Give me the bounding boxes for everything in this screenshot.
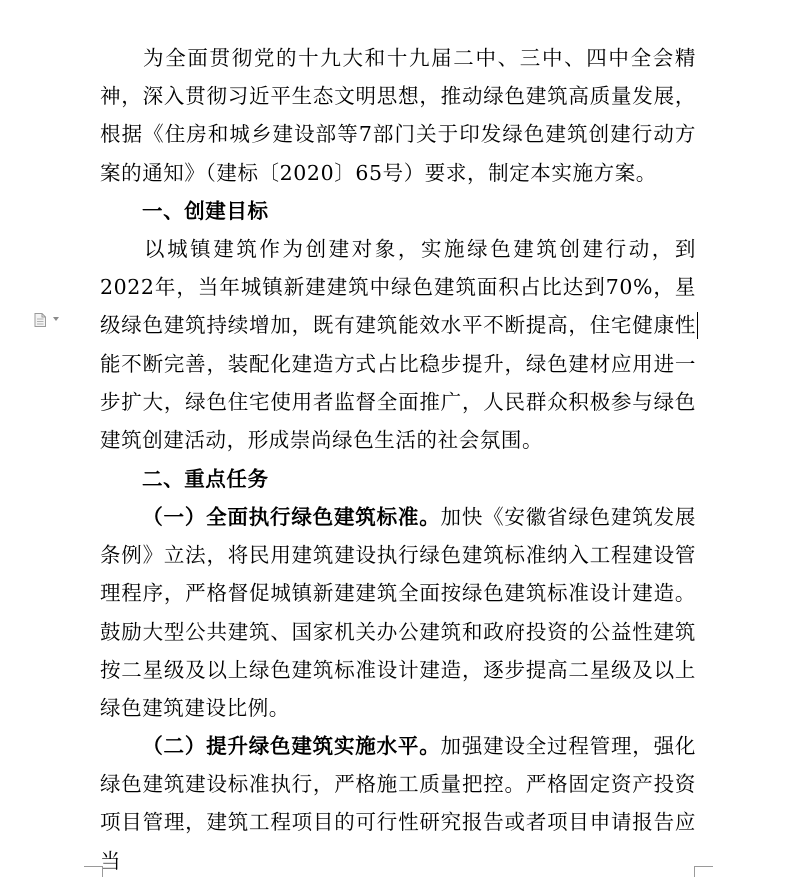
text-cursor (697, 312, 698, 339)
task-item-2-lead: （二）提升绿色建筑实施水平。 (142, 734, 441, 758)
task-item-1-text: 加快《安徽省绿色建筑发展条例》立法，将民用建筑建设执行绿色建筑标准纳入工程建设管理程序，严格督促城镇新建建筑全面按绿色建筑标准设计建造。鼓励大型公共建筑、国家机关办公建筑和政府投资的公益性建筑按二星级及以上绿色建筑标准设计建造，逐步提高二星级及以上绿色建筑建设比例。 (100, 505, 696, 721)
goals-paragraph (100, 230, 696, 459)
page-corner-mark-left (84, 866, 103, 877)
section-heading-tasks: 二、重点任务 (142, 467, 269, 491)
task-item-2-text: 加强建设全过程管理，强化绿色建筑建设标准执行，严格施工质量把控。严格固定资产投资项目管理，建筑工程项目的可行性研究报告或者项目申请报告应当 (100, 734, 696, 873)
task-item-1-paragraph (100, 498, 696, 727)
task-item-2-paragraph (100, 727, 696, 880)
chevron-down-icon[interactable] (53, 317, 59, 321)
section-heading-goals: 一、创建目标 (142, 199, 269, 223)
task-item-1-lead: （一）全面执行绿色建筑标准。 (142, 505, 441, 529)
intro-text: 为全面贯彻党的十九大和十九届二中、三中、四中全会精神，深入贯彻习近平生态文明思想，推动绿色建筑高质量发展，根据《住房和城乡建设部等7部门关于印发绿色建筑创建行动方案的通知》（建标〔2020〕65号）要求，制定本实施方案。 (100, 46, 696, 185)
document-icon[interactable] (34, 313, 46, 327)
goals-text: 以城镇建筑作为创建对象，实施绿色建筑创建行动，到2022年，当年城镇新建建筑中绿色建筑面积占比达到70%，星级绿色建筑持续增加，既有建筑能效水平不断提高，住宅健康性能不断完善，装配化建造方式占比稳步提升，绿色建材应用进一步扩大，绿色住宅使用者监督全面推广，人民群众积极参与绿色建筑创建活动，形成崇尚绿色生活的社会氛围。 (100, 237, 696, 453)
page-corner-mark-right (694, 866, 713, 877)
intro-paragraph (100, 39, 696, 192)
